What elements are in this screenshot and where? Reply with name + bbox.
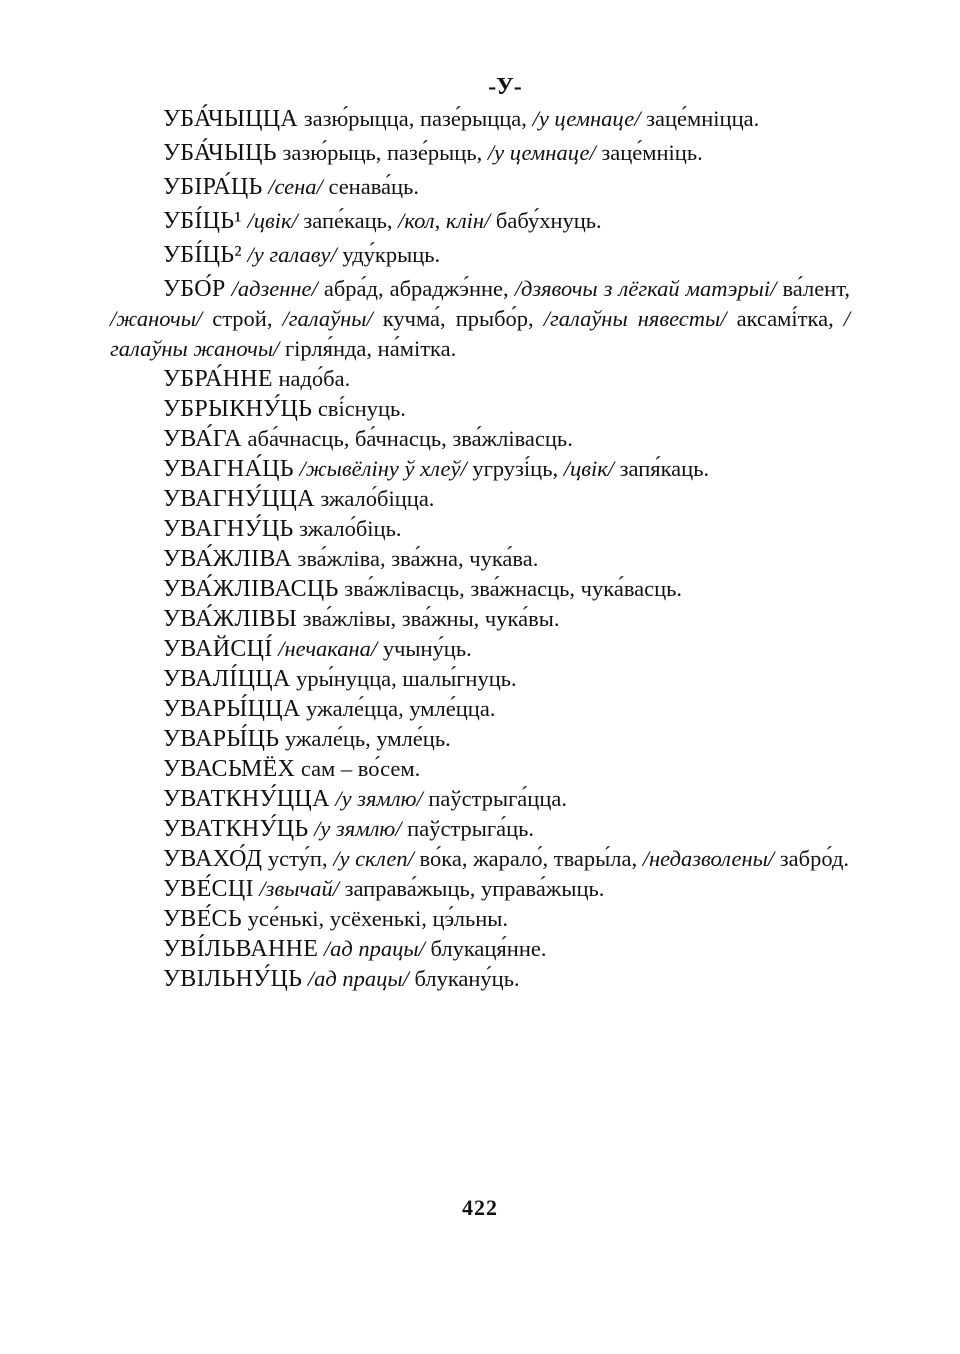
dictionary-entry — [110, 874, 850, 904]
entry-headword: УВАГНА́ЦЬ — [163, 456, 294, 482]
entry-headword: УБРЫКНУ́ЦЬ — [163, 396, 313, 422]
entry-usage-note: /жаночы/ — [110, 306, 203, 331]
entry-usage-note: /жывёліну ў хлеў/ — [299, 456, 467, 481]
entry-headword: УВАХО́Д — [163, 846, 263, 872]
entry-synonyms: зва́жлівасць, зва́жнасць, чука́васць. — [338, 576, 683, 601]
entry-usage-note: /недазволены/ — [642, 846, 775, 871]
entry-headword: УВІЛЬНУ́ЦЬ — [163, 966, 303, 992]
dictionary-entry — [110, 364, 850, 394]
entry-headword: УВАСЬМЁХ — [163, 756, 296, 782]
entry-headword: УБРА́ННЕ — [163, 366, 273, 392]
entry-synonyms: зва́жліва, зва́жна, чука́ва. — [291, 546, 539, 571]
dictionary-entry — [110, 574, 850, 604]
entry-headword: УВАГНУ́ЦЬ — [163, 516, 294, 542]
entry-synonyms: запе́каць, — [297, 208, 399, 233]
entry-headword: УВА́ЖЛІВА — [163, 546, 292, 572]
entry-usage-note: /цвік/ — [563, 456, 614, 481]
entry-synonyms: заправа́жыць, управа́жыць. — [338, 876, 605, 901]
entry-synonyms: ужале́цца, умле́цца. — [300, 696, 496, 721]
entry-synonyms: заце́мніцца. — [640, 106, 760, 131]
entry-usage-note: /ад працы/ — [323, 936, 425, 961]
entry-synonyms: паўстрыга́ць. — [401, 816, 535, 841]
entry-headword: УВАЙСЦІ́ — [163, 636, 273, 662]
entry-usage-note: /у галаву/ — [247, 242, 337, 267]
entry-synonyms: уры́нуцца, шалы́гнуць. — [290, 666, 517, 691]
entry-synonyms: угрузі́ць, — [466, 456, 564, 481]
entry-usage-note: /ад працы/ — [307, 966, 409, 991]
dictionary-entry — [110, 454, 850, 484]
entry-synonyms: абра́д, абраджэ́нне, — [317, 276, 515, 301]
entry-synonyms: сенава́ць. — [322, 174, 419, 199]
entry-usage-note: /у зямлю/ — [314, 816, 402, 841]
entry-synonyms: кучма́, прыбо́р, — [372, 306, 544, 331]
dictionary-entry — [110, 964, 850, 994]
page-number: 422 — [462, 1195, 498, 1220]
dictionary-entry — [110, 514, 850, 544]
entry-usage-note: /у цемнаце/ — [487, 140, 596, 165]
entry-usage-note: /адзенне/ — [231, 276, 318, 301]
entry-headword: УВА́ГА — [163, 426, 242, 452]
entry-headword: УВЕ́СЦІ — [163, 876, 254, 902]
entry-synonyms: запя́каць. — [614, 456, 710, 481]
entry-headword: УВАЛІ́ЦЦА — [163, 666, 291, 692]
entry-synonyms: зазю́рыцца, пазе́рыцца, — [298, 106, 533, 131]
entry-synonyms: ва́лент, — [776, 276, 850, 301]
dictionary-entry — [110, 394, 850, 424]
entry-synonyms: бабу́хнуць. — [490, 208, 602, 233]
entry-usage-note: /цвік/ — [247, 208, 298, 233]
entry-synonyms: зва́жлівы, зва́жны, чука́вы. — [296, 606, 560, 631]
dictionary-entry — [110, 424, 850, 454]
entry-headword: УВЕ́СЬ — [163, 906, 242, 932]
entries-list — [110, 104, 850, 994]
entry-usage-note: /галаўны жаночы/ — [110, 306, 850, 361]
entry-usage-note: /галаўны/ — [282, 306, 373, 331]
entry-synonyms: ужале́ць, умле́ць. — [279, 726, 451, 751]
entry-synonyms: блукаця́нне. — [424, 936, 547, 961]
entry-headword: УВА́ЖЛІВЫ — [163, 606, 297, 632]
entry-usage-note: /у склеп/ — [333, 846, 414, 871]
dictionary-entry — [110, 172, 850, 202]
entry-synonyms: усту́п, — [262, 846, 334, 871]
entry-headword: УБІ́ЦЬ¹ — [163, 208, 242, 234]
dictionary-entry — [110, 784, 850, 814]
dictionary-entry — [110, 634, 850, 664]
entry-synonyms: зжало́біць. — [293, 516, 402, 541]
dictionary-entry — [110, 544, 850, 574]
entry-synonyms: во́ка, жарало́, твары́ла, — [413, 846, 643, 871]
entry-headword: УБА́ЧЫЦЦА — [163, 106, 299, 132]
dictionary-entry — [110, 754, 850, 784]
entry-synonyms: учыну́ць. — [377, 636, 472, 661]
entry-synonyms: зазю́рыць, пазе́рыць, — [276, 140, 488, 165]
entry-usage-note: /галаўны нявесты/ — [543, 306, 727, 331]
dictionary-entry — [110, 814, 850, 844]
entry-headword: УВАРЫ́ЦЦА — [163, 696, 301, 722]
entry-synonyms: паўстрыга́цца. — [422, 786, 567, 811]
dictionary-entry — [110, 934, 850, 964]
entry-synonyms: гірля́нда, на́мітка. — [279, 336, 457, 361]
entry-headword: УВІ́ЛЬВАННЕ — [163, 936, 319, 962]
dictionary-entry — [110, 844, 850, 874]
entry-synonyms: надо́ба. — [272, 366, 351, 391]
entry-headword: УВАГНУ́ЦЦА — [163, 486, 315, 512]
entry-headword: УВАТКНУ́ЦЦА — [163, 786, 330, 812]
entry-synonyms: забро́д. — [774, 846, 850, 871]
section-letter-heading: -У- — [488, 74, 522, 100]
dictionary-entry — [110, 484, 850, 514]
entry-usage-note: /нечакана/ — [278, 636, 378, 661]
entry-synonyms: заце́мніць. — [595, 140, 703, 165]
entry-synonyms: усе́нькі, усёхенькі, цэ́льны. — [241, 906, 509, 931]
entry-headword: УВАТКНУ́ЦЬ — [163, 816, 309, 842]
entry-synonyms: аба́чнасць, ба́чнасць, зва́жлівасць. — [241, 426, 573, 451]
entry-synonyms: зжало́біцца. — [314, 486, 435, 511]
entry-synonyms: сві́снуць. — [312, 396, 406, 421]
dictionary-entry — [110, 104, 850, 134]
entry-usage-note: /сена/ — [268, 174, 323, 199]
dictionary-entry — [110, 664, 850, 694]
dictionary-entry — [110, 206, 850, 236]
dictionary-page — [110, 70, 850, 994]
entry-usage-note: /у зямлю/ — [335, 786, 423, 811]
entry-usage-note: /кол, клін/ — [398, 208, 491, 233]
dictionary-entry — [110, 904, 850, 934]
entry-headword: УБА́ЧЫЦЬ — [163, 140, 277, 166]
entry-usage-note: /звычай/ — [259, 876, 339, 901]
entry-headword: УБІРА́ЦЬ — [163, 174, 263, 200]
dictionary-entry — [110, 138, 850, 168]
dictionary-entry — [110, 274, 850, 364]
entry-synonyms: строй, — [202, 306, 283, 331]
entry-synonyms: блукану́ць. — [408, 966, 520, 991]
entry-headword: УБІ́ЦЬ² — [163, 242, 242, 268]
dictionary-entry — [110, 604, 850, 634]
dictionary-entry — [110, 694, 850, 724]
entry-headword: УВА́ЖЛІВАСЦЬ — [163, 576, 339, 602]
entry-usage-note: /дзявочы з лёгкай матэрыі/ — [514, 276, 777, 301]
entry-usage-note: /у цемнаце/ — [532, 106, 641, 131]
entry-synonyms: уду́крыць. — [336, 242, 441, 267]
entry-headword: УВАРЫ́ЦЬ — [163, 726, 280, 752]
entry-synonyms: аксамі́тка, — [726, 306, 844, 331]
entry-headword: УБО́Р — [163, 276, 226, 302]
entry-synonyms: сам – во́сем. — [295, 756, 421, 781]
dictionary-entry — [110, 240, 850, 270]
dictionary-entry — [110, 724, 850, 754]
